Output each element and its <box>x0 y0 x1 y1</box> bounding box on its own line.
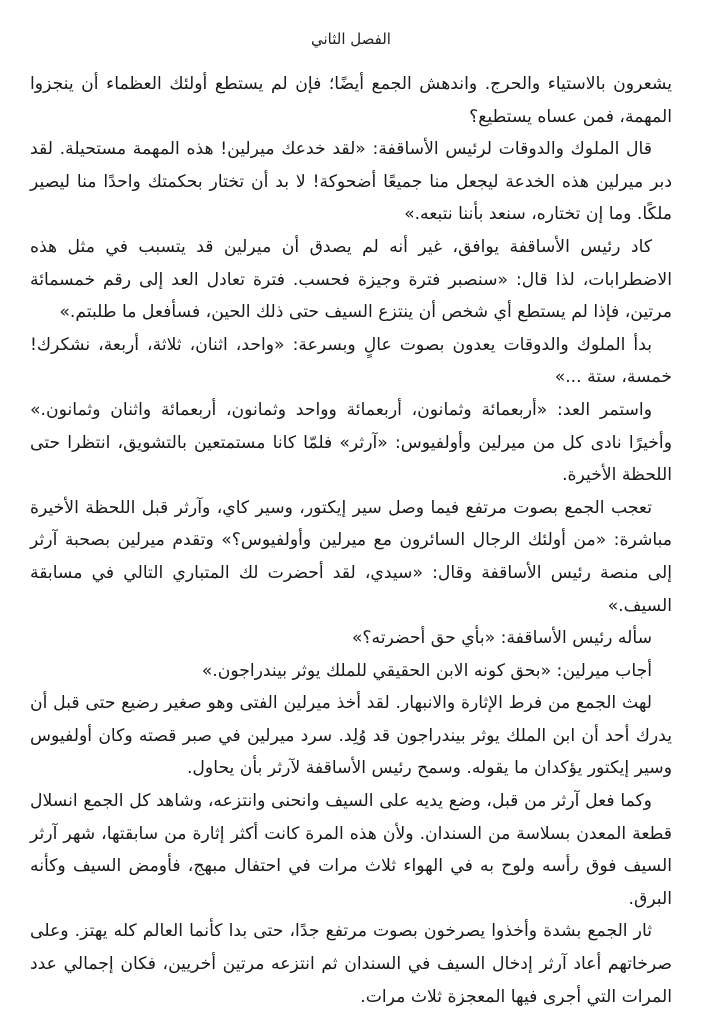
paragraph: سأله رئيس الأساقفة: «بأي حق أحضرته؟» <box>351 628 652 649</box>
paragraph: وكما فعل آرثر من قبل، وضع يديه على السيف وانحنى وانتزعه، وشاهد كل الجمع انسلال قطعة المعدن بسلاسة من السندان. ولأن هذه المرة كانت أكثر إثارة من سابقتها، شهر آرثر السيف فوق رأسه ولوح به في الهواء ثلاث مرات في احتفال مبهج، فأومض السيف وكأنه البرق. <box>30 791 672 909</box>
paragraph: بدأ الملوك والدوقات يعدون بصوت عالٍ وبسرعة: «واحد، اثنان، ثلاثة، أربعة، نشكرك! خمسة، ستة ...» <box>30 334 672 388</box>
chapter-body <box>30 68 672 1013</box>
paragraph: يشعرون بالاستياء والحرج. واندهش الجمع أيضًا؛ فإن لم يستطع أولئك العظماء أن ينجزوا المهمة، فمن عساه يستطيع؟ <box>30 74 672 127</box>
paragraph: قال الملوك والدوقات لرئيس الأساقفة: «لقد خدعك ميرلين! هذه المهمة مستحيلة. لقد دبر ميرلين هذه الخدعة ليجعل منا جميعًا أضحوكة! لا بد أن تختار بحكمتك واحدًا منا ليصير ملكًا. وما إن تختاره، سنعد بأننا نتبعه.» <box>30 139 672 225</box>
paragraph: تعجب الجمع بصوت مرتفع فيما وصل سير إيكتور، وسير كاي، وآرثر قبل اللحظة الأخيرة مباشرة: «من أولئك الرجال السائرون مع ميرلين وأولفيوس؟» وتقدم ميرلين بصحبة آرثر إلى منصة رئيس الأساقفة وقال: «سيدي، لقد أحضرت لك المتباري التالي في مسابقة السيف.» <box>30 497 672 616</box>
paragraph: واستمر العد: «أربعمائة وثمانون، أربعمائة وواحد وثمانون، أربعمائة واثنان وثمانون.» وأخيرًا نادى كل من ميرلين وأولفيوس: «آرثر» فلمّا كانا مستمتعين بالتشويق، انتظرا حتى اللحظة الأخيرة. <box>30 399 672 486</box>
paragraph: لهث الجمع من فرط الإثارة والانبهار. لقد أخذ ميرلين الفتى وهو صغير رضيع حتى قبل أن يدرك أحد أن ابن الملك يوثر بيندراجون قد وُلِد. سرد ميرلين في صبر قصته وكان أولفيوس وسير إيكتور يؤكدان ما يقوله. وسمح رئيس الأساقفة لآرثر بأن يحاول. <box>30 693 672 779</box>
paragraph: كاد رئيس الأساقفة يوافق، غير أنه لم يصدق أن ميرلين قد يتسبب في مثل هذه الاضطرابات، لذا قال: «سنصبر فترة وجيزة فحسب. فترة تعادل العد إلى رقم خمسمائة مرتين، فإذا لم يستطع أي شخص أن ينتزع السيف حتى ذلك الحين، فسأفعل ما طلبتم.» <box>30 236 672 323</box>
chapter-running-head: الفصل الثاني <box>311 30 391 48</box>
paragraph: أجاب ميرلين: «بحق كونه الابن الحقيقي للملك يوثر بيندراجون.» <box>201 660 652 681</box>
paragraph: ثار الجمع بشدة وأخذوا يصرخون بصوت مرتفع جدًا، حتى بدا كأنما العالم كله يهتز. وعلى صرخاتهم أعاد آرثر إدخال السيف في السندان ثم انتزعه مرتين أخريين، فكان إجمالي عدد المرات التي أجرى فيها المعجزة ثلاث مرات. <box>30 921 672 1007</box>
